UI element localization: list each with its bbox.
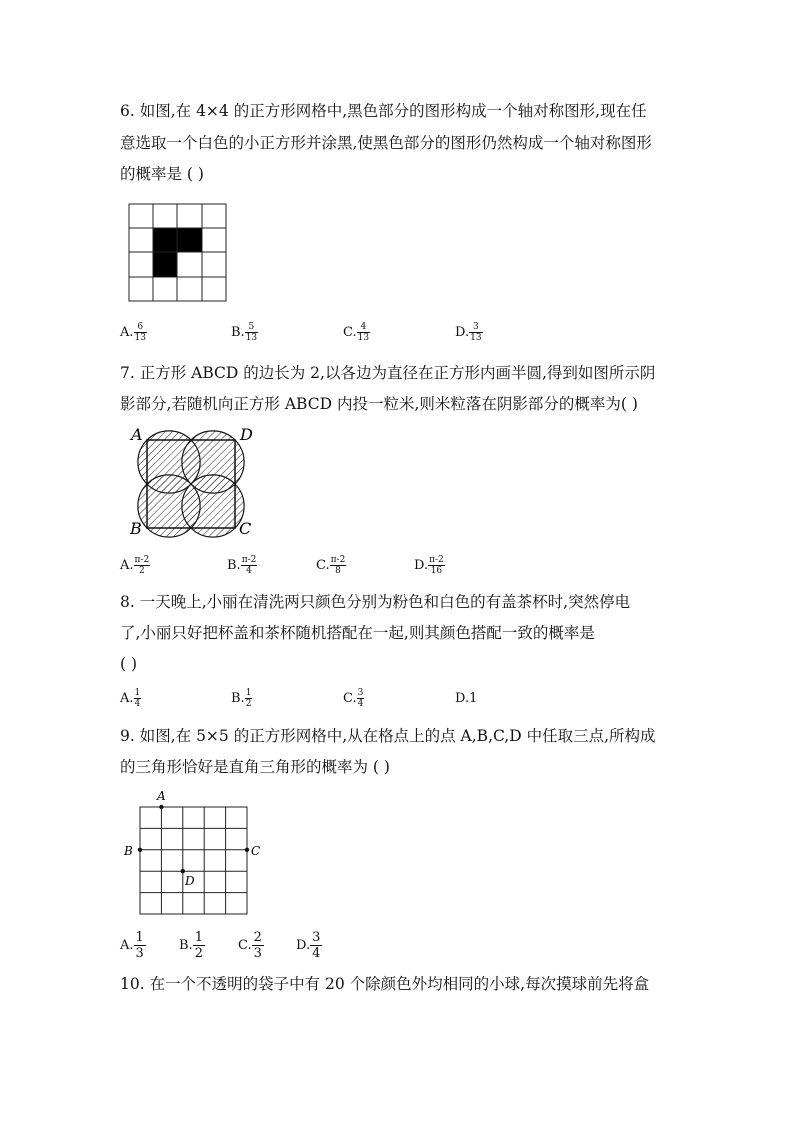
q9-option-a[interactable]: A. $\frac{1}{3}$ (120, 930, 144, 961)
q9-point-a (159, 805, 163, 809)
q8-option-d[interactable]: D.1 (455, 691, 478, 706)
q7-label-c: C (239, 519, 252, 538)
q9-option-c[interactable]: C. $\frac{2}{3}$ (238, 930, 262, 961)
q9-label-d: D (185, 874, 195, 888)
q8-option-a[interactable]: A. $\frac{1}{4}$ (120, 688, 141, 709)
q6-option-c[interactable]: C. $\frac{4}{13}$ (343, 322, 370, 343)
q9-option-b[interactable]: B. $\frac{1}{2}$ (179, 930, 203, 961)
q6-option-d[interactable]: D. $\frac{3}{13}$ (455, 322, 482, 343)
q6-text-line-1: 6. 如图,在 4×4 的正方形网格中,黑色部分的图形构成一个轴对称图形,现在任 (120, 102, 647, 120)
q9-option-d[interactable]: D. $\frac{3}{4}$ (296, 930, 321, 961)
q7-option-a[interactable]: A. $\frac{\pi-2}{2}$ (120, 555, 150, 576)
q7-option-d[interactable]: D. $\frac{\pi-2}{16}$ (414, 555, 444, 576)
q7-label-a: A (131, 425, 143, 444)
q8-text-line-3: ( ) (120, 655, 138, 673)
q10-text-line-1: 10. 在一个不透明的袋子中有 20 个除颜色外均相同的小球,每次摸球前先将盒 (120, 975, 650, 993)
q6-option-a[interactable]: A. $\frac{6}{13}$ (120, 322, 146, 343)
q9-text-line-1: 9. 如图,在 5×5 的正方形网格中,从在格点上的点 A,B,C,D 中任取三点,所构成 (120, 727, 656, 745)
q9-label-c: C (251, 844, 261, 858)
q7-option-c[interactable]: C. $\frac{\pi-2}{8}$ (316, 555, 346, 576)
q6-option-b[interactable]: B. $\frac{5}{13}$ (231, 322, 258, 343)
q9-label-b: B (124, 844, 133, 858)
q8-option-b[interactable]: B. $\frac{1}{2}$ (231, 688, 252, 709)
q9-grid-figure (120, 786, 270, 921)
q9-point-d (181, 869, 185, 873)
q6-text-line-3: 的概率是 ( ) (120, 165, 204, 183)
q9-point-c (245, 848, 249, 852)
q7-label-b: B (130, 519, 142, 538)
q8-option-c[interactable]: C. $\frac{3}{4}$ (343, 688, 364, 709)
q6-grid-figure (128, 203, 228, 303)
q7-label-d: D (240, 425, 253, 444)
q6-text-line-2: 意选取一个白色的小正方形并涂黑,使黑色部分的图形仍然构成一个轴对称图形 (120, 134, 652, 152)
q9-text-line-2: 的三角形恰好是直角三角形的概率为 ( ) (120, 758, 390, 776)
q7-text-line-1: 7. 正方形 ABCD 的边长为 2,以各边为直径在正方形内画半圆,得到如图所示阴 (120, 364, 656, 382)
q9-point-b (138, 848, 142, 852)
q7-square-figure (120, 420, 270, 540)
q8-text-line-1: 8. 一天晚上,小丽在清洗两只颜色分别为粉色和白色的有盖茶杯时,突然停电 (120, 593, 631, 611)
q7-text-line-2: 影部分,若随机向正方形 ABCD 内投一粒米,则米粒落在阴影部分的概率为( ) (120, 395, 638, 413)
q8-text-line-2: 了,小丽只好把杯盖和茶杯随机搭配在一起,则其颜色搭配一致的概率是 (120, 624, 595, 642)
q9-label-a: A (157, 789, 166, 803)
q7-option-b[interactable]: B. $\frac{\pi-2}{4}$ (227, 555, 257, 576)
